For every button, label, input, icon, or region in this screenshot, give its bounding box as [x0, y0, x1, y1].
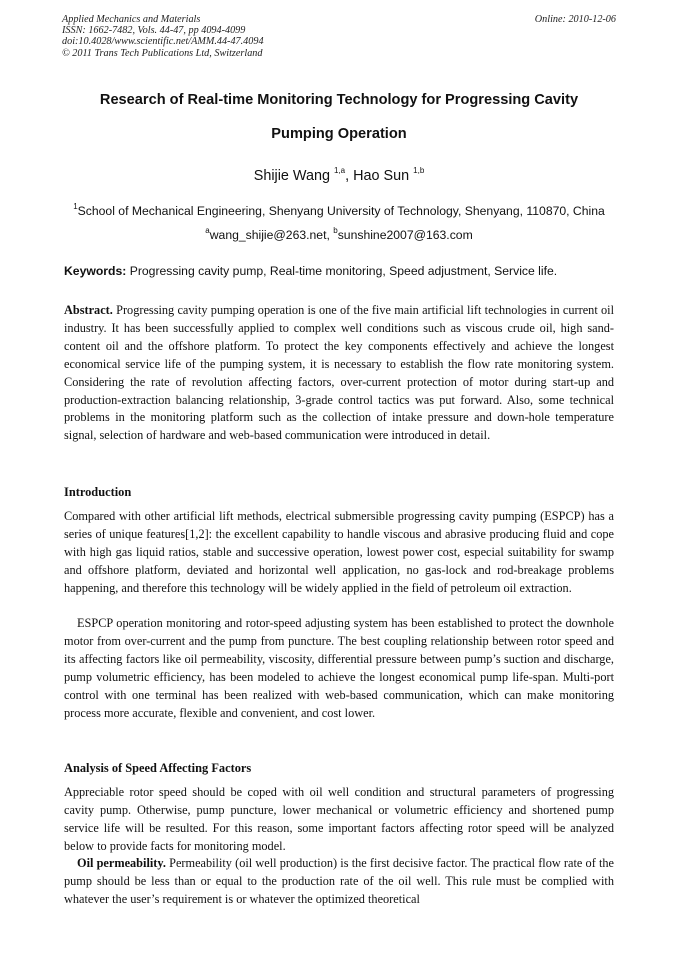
paper-title-line-1: Research of Real-time Monitoring Technology for Progressing Cavity [99, 92, 579, 108]
email-mark: b [333, 225, 338, 235]
introduction-paragraph: Compared with other artificial lift methods, electrical submersible progressing cavity pumping (ESPCP) has a series of unique features[1,2]: the excellent capability to handle viscous and abrasive producing fluid and cope with high gas liquid ratios, stable and successive operation, lowest power cost, especial suitability for swamp and offshore platform, deviated and horizontal well application, no gas-lock and rod-breakage problems happening, and therefore this technology will be widely applied in the field of petroleum oil extraction. [64, 509, 614, 595]
oil-permeability-label: Oil permeability. [77, 856, 166, 870]
keywords [64, 264, 616, 278]
author-name: Hao Sun [353, 168, 410, 184]
copyright-line: © 2011 Trans Tech Publications Ltd, Switzerland [62, 47, 263, 59]
email-mark: a [205, 225, 210, 235]
issn-line: ISSN: 1662-7482, Vols. 44-47, pp 4094-4099 [62, 25, 246, 37]
section-heading-speed-factors: Analysis of Speed Affecting Factors [64, 761, 252, 775]
abstract [64, 302, 614, 445]
author-affiliation-mark: 1,b [413, 166, 425, 176]
paper-title-line-2: Pumping Operation [271, 126, 407, 142]
keywords-label: Keywords: [64, 264, 127, 278]
abstract-text: Progressing cavity pumping operation is one of the five main artificial lift technologies in current oil industry. It has been successfully applied to complex well conditions such as viscous crude oil, high sand-content oil and the offshore platform. To protect the key components effectively and achieve the longest economical service life of the pumping system, it is necessary to establish the flow rate monitoring system. Considering the rate of revolution affecting factors, over-current protection of motor during start-up and production-extraction balancing relationship, 3-grade control tactics was put forward. Also, some technical problems in the monitoring platform such as the collection of intake pressure and down-hole temperature signal, selection of hardware and web-based communication were introduced in detail. [64, 303, 614, 443]
author-separator: , [345, 168, 350, 184]
section-heading-introduction: Introduction [64, 485, 132, 499]
author-emails [40, 225, 638, 242]
keywords-text: Progressing cavity pump, Real-time monitoring, Speed adjustment, Service life. [129, 264, 558, 278]
email-link[interactable]: wang_shijie@263.net [209, 228, 327, 242]
affiliation-mark: 1 [73, 201, 78, 211]
author-list [40, 168, 638, 184]
oil-permeability-text: Permeability (oil well production) is the first decisive factor. The practical flow rate of the pump should be less than or equal to the production rate of the oil well. This rule must be complied with whatever the user’s requirement is or whatever the optimized theoretical [64, 856, 614, 906]
author-affiliation-mark: 1,a [334, 166, 346, 176]
oil-permeability-paragraph [64, 855, 614, 951]
speed-factors-paragraph: Appreciable rotor speed should be coped with oil well condition and structural parameters of progressing cavity pump. Otherwise, pump puncture, lower mechanical or volumetric efficiency and shortened pump service life will be resulted. For this reason, some important factors affecting rotor speed will be analyzed below to provide facts for monitoring model. [64, 785, 614, 853]
introduction-paragraph: ESPCP operation monitoring and rotor-speed adjusting system has been established to protect the downhole motor from over-current and the pump from puncture. The best coupling relationship between rotor speed and its affecting factors like oil permeability, viscosity, differential pressure between pump’s suction and discharge, pump volumetric efficiency, has been modeled to achieve the longest economical pump life-span. Multi-port control with one terminal has been realized with web-based communication, which can make monitoring process more accurate, flexible and convenient, and cost lower. [64, 616, 614, 720]
online-date: Online: 2010-12-06 [534, 14, 616, 25]
doi-line: doi:10.4028/www.scientific.net/AMM.44-47.4094 [62, 36, 264, 48]
affiliation-text: School of Mechanical Engineering, Shenyang University of Technology, Shenyang, 110870, China [77, 204, 605, 218]
affiliation [40, 201, 638, 218]
journal-name: Applied Mechanics and Materials [62, 14, 201, 25]
email-link[interactable]: sunshine2007@163.com [337, 228, 473, 242]
journal-header [62, 14, 616, 59]
abstract-label: Abstract. [64, 303, 113, 317]
email-separator: , [326, 228, 330, 242]
author-name: Shijie Wang [253, 168, 330, 184]
